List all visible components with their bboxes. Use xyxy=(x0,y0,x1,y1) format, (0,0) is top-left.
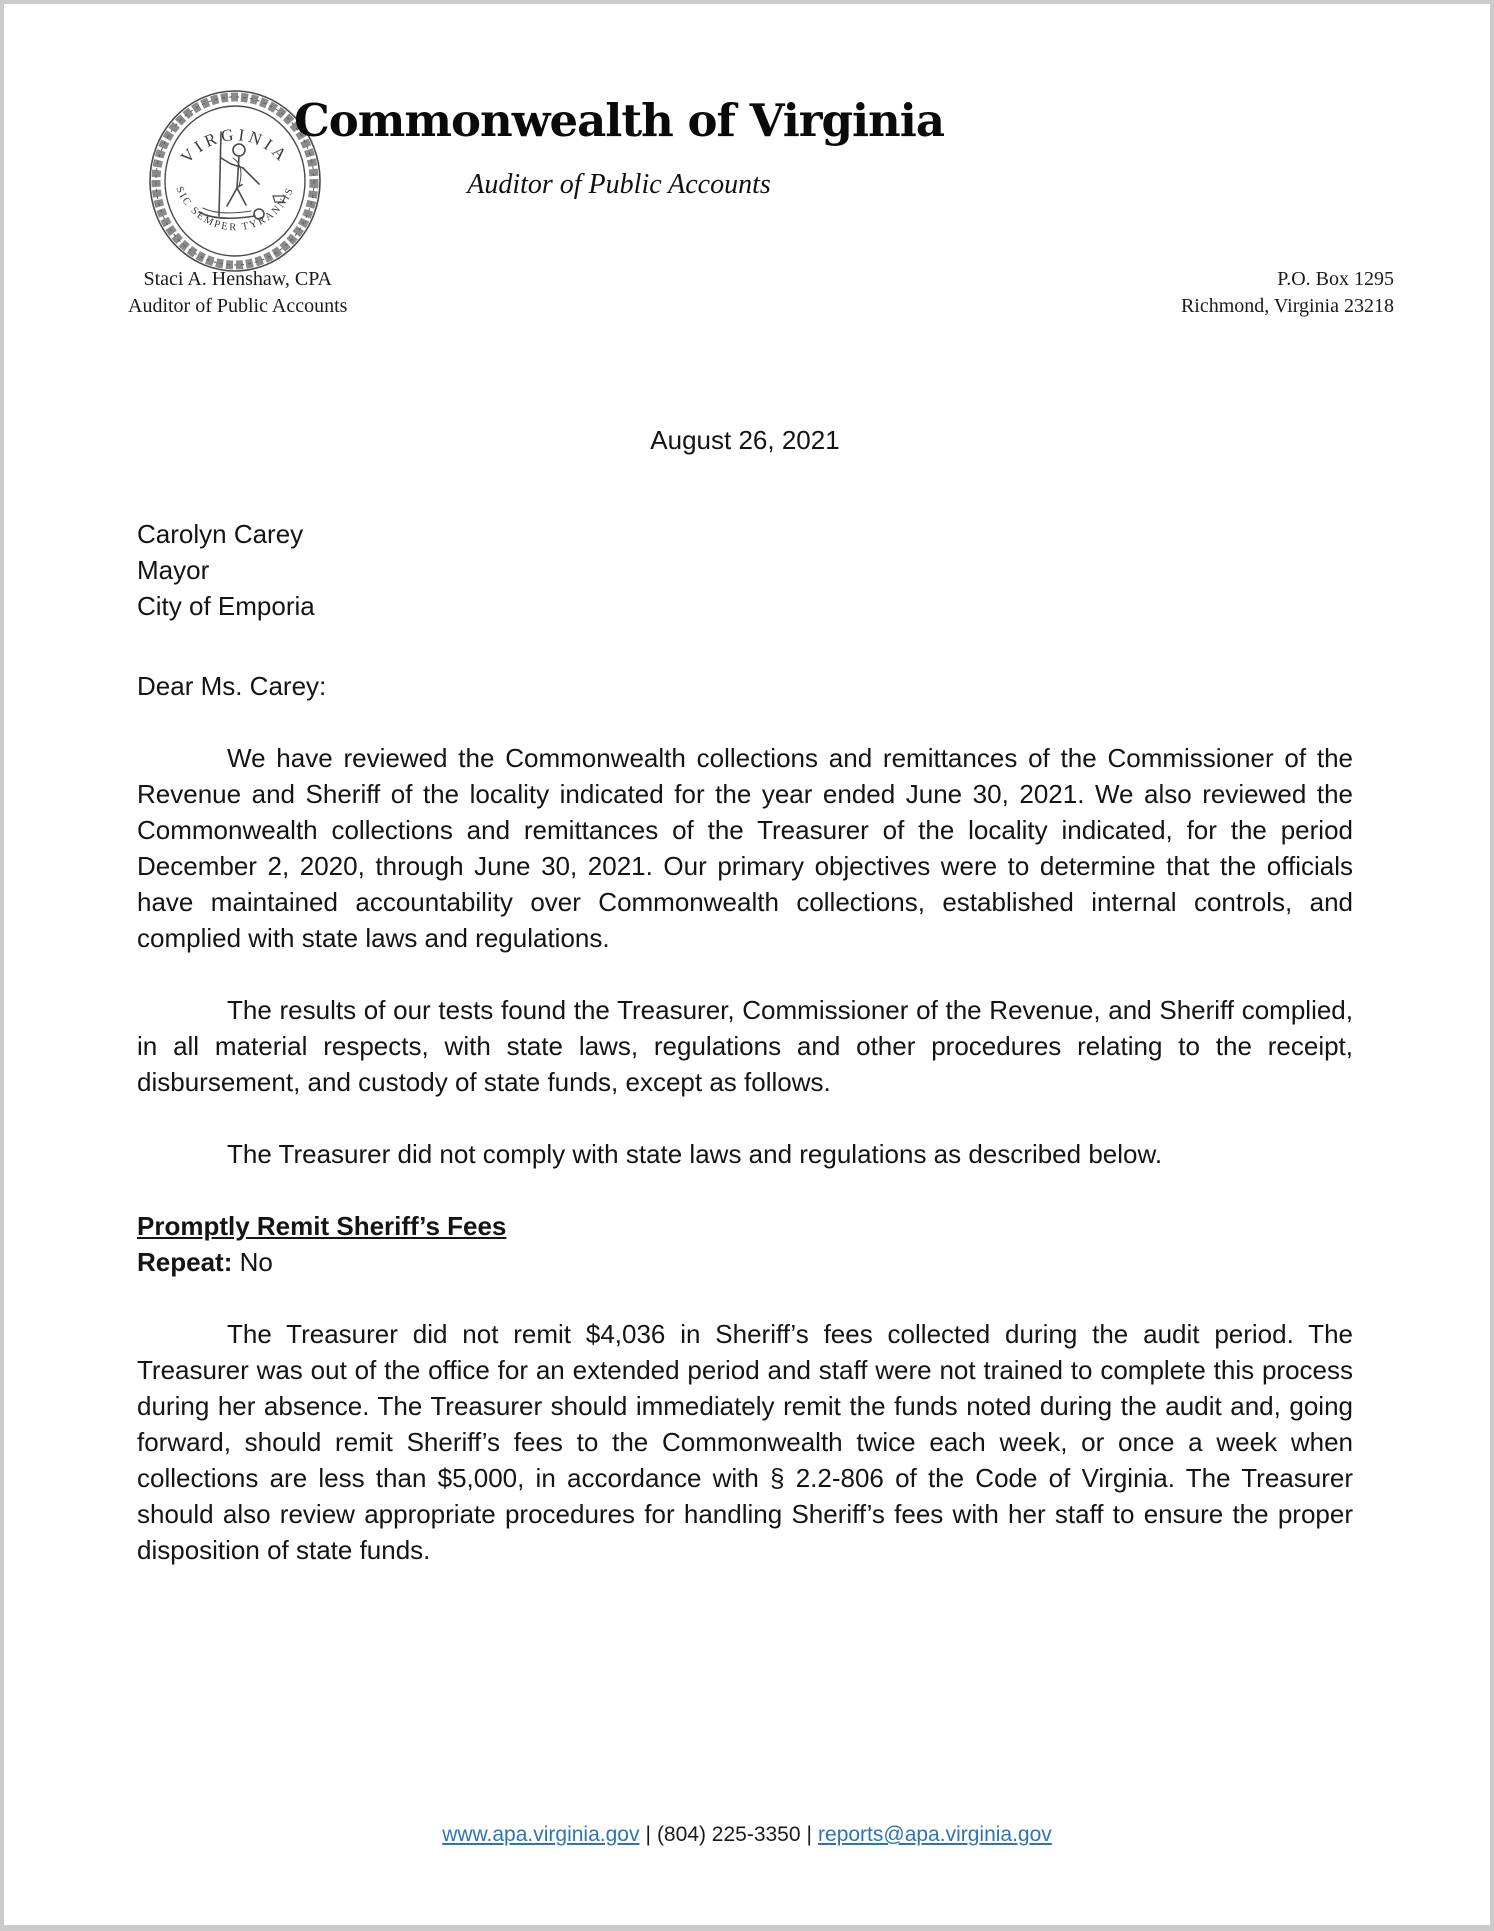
seal-bottom-text: SIC SEMPER TYRANNIS xyxy=(173,185,297,234)
masthead xyxy=(259,94,979,201)
auditor-name-block xyxy=(128,266,347,320)
paragraph-review-scope: We have reviewed the Commonwealth collections and remittances of the Commissioner of the Revenue and Sheriff of the locality indicated for the year ended June 30, 2021. We also reviewed the Commonwealth collections and remittances of the Treasurer of the locality indicated, for the period December 2, 2020, through June 30, 2021. Our primary objectives were to determine that the officials have maintained accountability over Commonwealth collections, established internal controls, and complied with state laws and regulations. xyxy=(137,743,1353,953)
city-state-zip: Richmond, Virginia 23218 xyxy=(1180,295,1394,317)
website-link[interactable]: www.apa.virginia.gov xyxy=(442,1823,640,1846)
footer-separator-1: | xyxy=(645,1823,651,1846)
seal-top-text: VIRGINIA xyxy=(176,124,294,167)
letter-body xyxy=(4,422,1490,1568)
recipient-locality: City of Emporia xyxy=(137,591,315,621)
repeat-value: No xyxy=(239,1247,273,1277)
letterhead xyxy=(4,4,1490,344)
org-subtitle: Auditor of Public Accounts xyxy=(467,169,771,200)
recipient-title: Mayor xyxy=(137,555,210,585)
repeat-label: Repeat: xyxy=(137,1247,233,1277)
footer-separator-2: | xyxy=(806,1823,813,1846)
org-title: Commonwealth of Virginia xyxy=(293,94,945,147)
letter-date: August 26, 2021 xyxy=(650,425,840,455)
letterhead-addresses xyxy=(4,266,1490,320)
paragraph-test-results: The results of our tests found the Treasurer, Commissioner of the Revenue, and Sheriff complied, in all material respects, with state laws, regulations and other procedures relating to the receipt, disbursement, and custody of state funds, except as follows. xyxy=(137,995,1353,1097)
po-box: P.O. Box 1295 xyxy=(1277,268,1394,290)
salutation: Dear Ms. Carey: xyxy=(137,671,327,701)
auditor-name: Staci A. Henshaw, CPA xyxy=(143,268,332,290)
office-address-block xyxy=(1181,266,1394,320)
email-link[interactable]: reports@apa.virginia.gov xyxy=(818,1823,1052,1846)
auditor-title: Auditor of Public Accounts xyxy=(128,295,348,317)
recipient-block xyxy=(137,516,1353,624)
repeat-line xyxy=(137,1244,1353,1280)
paragraph-noncompliance: The Treasurer did not comply with state laws and regulations as described below. xyxy=(227,1139,1163,1169)
finding-heading: Promptly Remit Sheriff’s Fees xyxy=(137,1211,507,1241)
phone-number: (804) 225-3350 xyxy=(656,1823,801,1846)
letter-footer xyxy=(4,1823,1490,1847)
finding-detail-paragraph: The Treasurer did not remit $4,036 in Sheriff’s fees collected during the audit period. The Treasurer was out of the office for an extended period and staff were not trained to complete this process during her absence. The Treasurer should immediately remit the funds noted during the audit and, going forward, should remit Sheriff’s fees to the Commonwealth twice each week, or once a week when collections are less than $5,000, in accordance with § 2.2-806 of the Code of Virginia. The Treasurer should also review appropriate procedures for handling Sheriff’s fees with her staff to ensure the proper disposition of state funds. xyxy=(137,1319,1353,1565)
recipient-name: Carolyn Carey xyxy=(137,519,304,549)
